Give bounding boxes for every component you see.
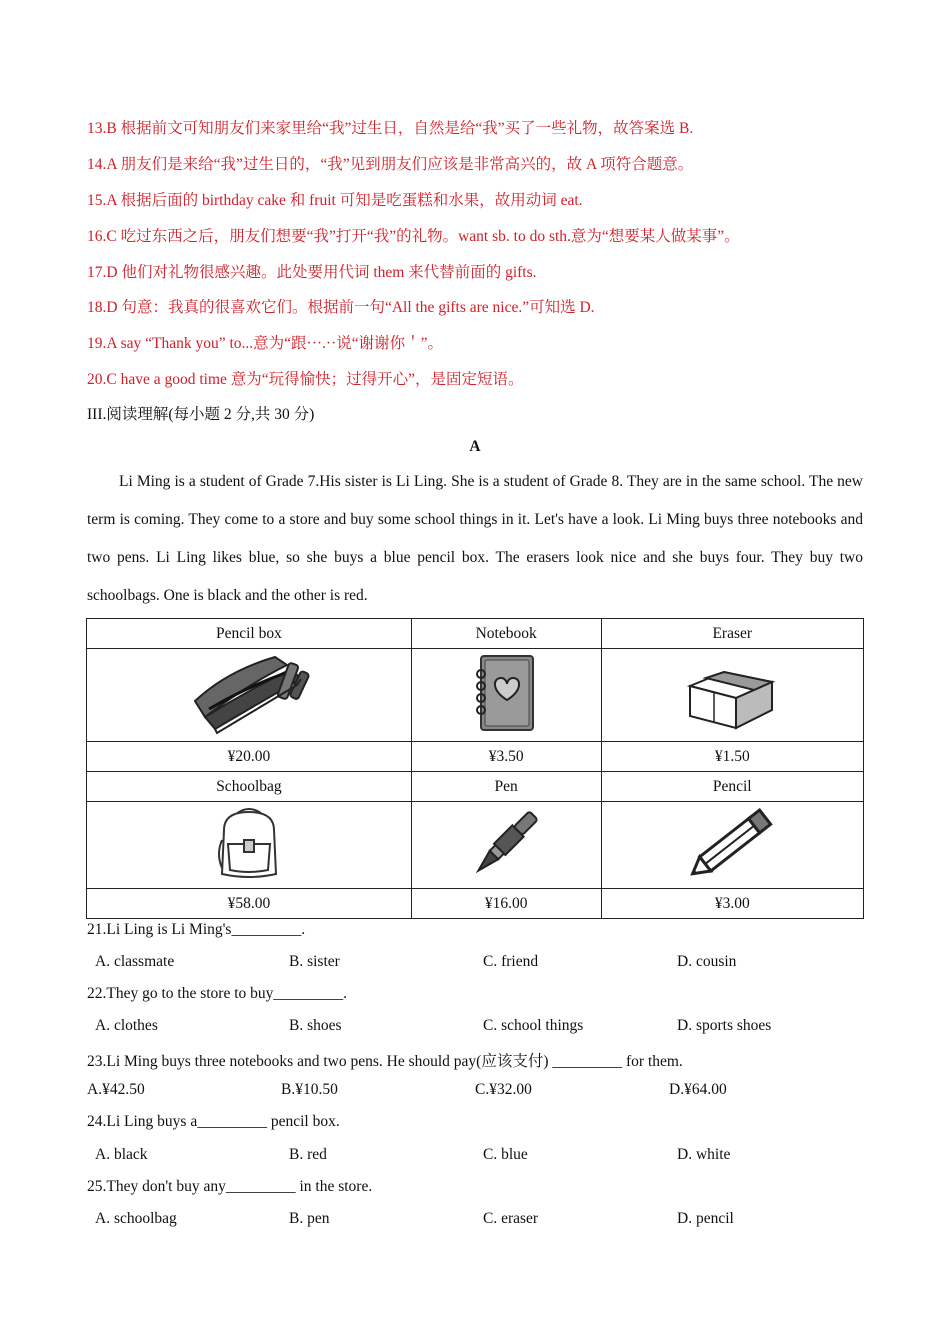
question-25: 25.They don't buy any_________ in the store.	[87, 1178, 373, 1195]
item-price: ¥3.00	[601, 889, 863, 919]
option-c: C. eraser	[483, 1210, 539, 1227]
pen-icon	[470, 806, 542, 880]
answer-16: 16.C 吃过东西之后，朋友们想要“我”打开“我”的礼物。want sb. to do sth.意为“想要某人做某事”。	[87, 228, 740, 245]
option-d: D. pencil	[677, 1210, 734, 1227]
reading-passage	[87, 463, 863, 615]
item-label: Notebook	[411, 619, 601, 649]
item-price: ¥16.00	[411, 889, 601, 919]
section-title: III.阅读理解(每小题 2 分,共 30 分)	[87, 406, 315, 423]
option-b: B. red	[289, 1146, 327, 1163]
option-c: C. friend	[483, 953, 539, 970]
option-d: D. white	[677, 1146, 731, 1163]
question-24-options	[95, 1146, 875, 1164]
schoolbag-icon	[214, 804, 284, 882]
passage-label: A	[469, 438, 481, 455]
option-c: C. school things	[483, 1017, 584, 1034]
item-label: Schoolbag	[87, 772, 412, 802]
item-image-cell	[87, 649, 412, 742]
item-price: ¥58.00	[87, 889, 412, 919]
item-image-cell	[87, 802, 412, 889]
option-c: C. blue	[483, 1146, 528, 1163]
answer-14: 14.A 朋友们是来给“我”过生日的，“我”见到朋友们应该是非常高兴的，故 A 项符合题意。	[87, 156, 694, 173]
answer-20: 20.C have a good time 意为“玩得愉快；过得开心”，是固定短语。	[87, 371, 524, 388]
option-b: B.¥10.50	[281, 1081, 338, 1098]
item-image-cell	[411, 649, 601, 742]
item-label: Eraser	[601, 619, 863, 649]
option-d: D.¥64.00	[669, 1081, 727, 1098]
option-a: A. classmate	[95, 953, 175, 970]
answer-15: 15.A 根据后面的 birthday cake 和 fruit 可知是吃蛋糕和水果，故用动词 eat.	[87, 192, 583, 209]
notebook-icon	[471, 652, 541, 734]
option-a: A. black	[95, 1146, 148, 1163]
option-d: D. cousin	[677, 953, 737, 970]
item-image-cell	[411, 802, 601, 889]
item-image-cell	[601, 802, 863, 889]
pencil-box-icon	[187, 651, 311, 735]
answer-13: 13.B 根据前文可知朋友们来家里给“我”过生日，自然是给“我”买了一些礼物，故答案选 B.	[87, 120, 694, 137]
item-label: Pencil	[601, 772, 863, 802]
answer-19: 19.A say “Thank you” to...意为“跟···.··说“谢谢你＇”。	[87, 335, 443, 352]
option-c: C.¥32.00	[475, 1081, 532, 1098]
option-d: D. sports shoes	[677, 1017, 772, 1034]
option-a: A. schoolbag	[95, 1210, 177, 1227]
option-b: B. sister	[289, 953, 340, 970]
option-a: A. clothes	[95, 1017, 158, 1034]
option-a: A.¥42.50	[87, 1081, 145, 1098]
option-b: B. pen	[289, 1210, 330, 1227]
item-price: ¥20.00	[87, 742, 412, 772]
question-25-options	[95, 1210, 875, 1228]
item-label: Pencil box	[87, 619, 412, 649]
item-price: ¥3.50	[411, 742, 601, 772]
passage-text: Li Ming is a student of Grade 7.His sister is Li Ling. She is a student of Grade 8. They are in the same school. The new term is coming. They come to a store and buy some school things in it. Let's have a look. Li Ming buys three notebooks and two pens. Li Ling likes blue, so she buys a blue pencil box. The erasers look nice and she buys four. They buy two schoolbags. One is black and the other is red.	[87, 473, 863, 604]
question-24: 24.Li Ling buys a_________ pencil box.	[87, 1113, 340, 1130]
pencil-icon	[682, 804, 782, 882]
question-21-options	[95, 953, 875, 971]
item-price: ¥1.50	[601, 742, 863, 772]
question-22: 22.They go to the store to buy_________.	[87, 985, 348, 1002]
question-23: 23.Li Ming buys three notebooks and two pens. He should pay(应该支付) _________ for them.	[87, 1053, 683, 1070]
question-22-options	[95, 1017, 875, 1035]
eraser-icon	[684, 652, 780, 734]
price-table	[86, 618, 864, 919]
question-21: 21.Li Ling is Li Ming's_________.	[87, 921, 306, 938]
item-image-cell	[601, 649, 863, 742]
option-b: B. shoes	[289, 1017, 342, 1034]
item-label: Pen	[411, 772, 601, 802]
answer-17: 17.D 他们对礼物很感兴趣。此处要用代词 them 来代替前面的 gifts.	[87, 264, 537, 281]
question-23-options	[87, 1081, 867, 1099]
answer-18: 18.D 句意：我真的很喜欢它们。根据前一句“All the gifts are nice.”可知选 D.	[87, 299, 595, 316]
